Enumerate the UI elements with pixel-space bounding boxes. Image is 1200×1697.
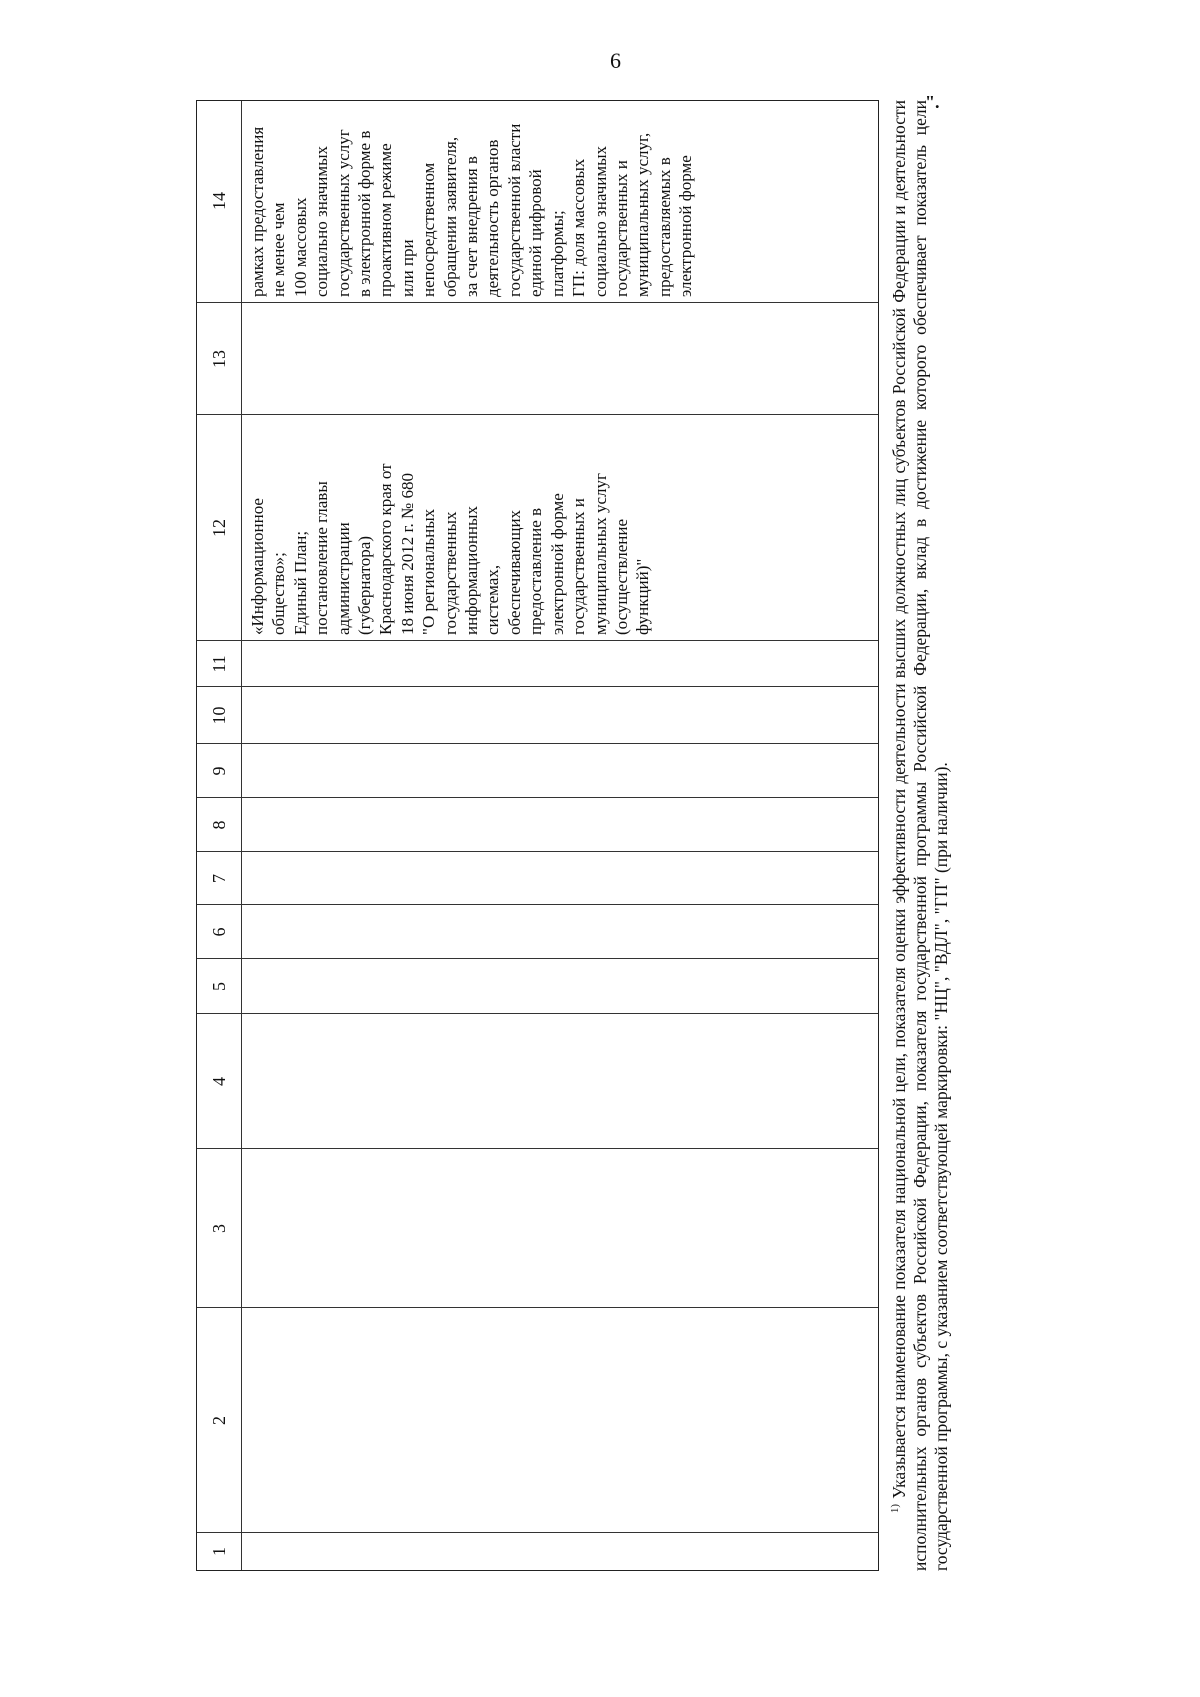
page-number: 6 (610, 48, 621, 73)
closing-quote-mark: ". (925, 92, 940, 112)
column-divider (197, 686, 878, 687)
cell-col-12: «Информационное общество»; Единый План; постановление главы администрации (губернатора) Краснодарского края от 18 июня 2012 г. № 680 "О региональных государственных информационных системах, обеспечивающих предоставление в электронной форме государственных и муниципальных услуг (осуществление функций)" (248, 463, 653, 635)
column-divider (197, 797, 878, 798)
column-divider (197, 743, 878, 744)
column-header-6: 6 (208, 927, 229, 937)
column-header-10: 10 (208, 706, 229, 725)
column-divider (197, 302, 878, 303)
column-divider (197, 904, 878, 905)
column-header-11: 11 (208, 655, 229, 673)
column-divider (197, 958, 878, 959)
footnote (885, 100, 952, 1571)
column-header-12: 12 (208, 519, 229, 537)
column-header-3: 3 (208, 1224, 229, 1233)
column-divider (197, 1148, 878, 1149)
column-header-4: 4 (208, 1077, 229, 1086)
column-divider (197, 1532, 878, 1533)
column-header-8: 8 (208, 820, 229, 830)
column-header-7: 7 (208, 874, 229, 883)
rotated-landscape-content (196, 99, 951, 1571)
column-header-1: 1 (208, 1547, 229, 1556)
column-header-9: 9 (208, 766, 229, 776)
column-header-5: 5 (208, 982, 229, 991)
footnote-marker: 1) (889, 1504, 901, 1514)
column-header-2: 2 (208, 1416, 229, 1425)
indicators-table (196, 100, 879, 1571)
header-divider (241, 101, 242, 1570)
column-divider (197, 1307, 878, 1308)
column-divider (197, 1013, 878, 1014)
footnote-text: Указывается наименование показателя национальной цели, показателя оценки эффективности деятельности высших должностных лиц субъектов Российской Федерации и деятельности исполнительных органов субъектов Российской Федерации, показателя государственной программы Российской Федерации, вклад в достижение которого обеспечивает показатель цели государственной программы, с указанием соответствующей маркировки: "НЦ", "ВДЛ", "ГП" (при наличии). (888, 99, 951, 1571)
column-divider (197, 640, 878, 641)
cell-col-14: рамках предоставления не менее чем 100 массовых социально значимых государственных услуг в электронной форме в проактивном режиме или при непосредственном обращении заявителя, за счет внедрения в деятельность органов государственной власти единой цифровой платформы; ГП: доля массовых социально значимых государственных и муниципальных услуг, предоставляемых в электронной форме (248, 123, 696, 297)
column-header-13: 13 (208, 350, 229, 368)
column-header-14: 14 (208, 192, 229, 210)
column-divider (197, 851, 878, 852)
